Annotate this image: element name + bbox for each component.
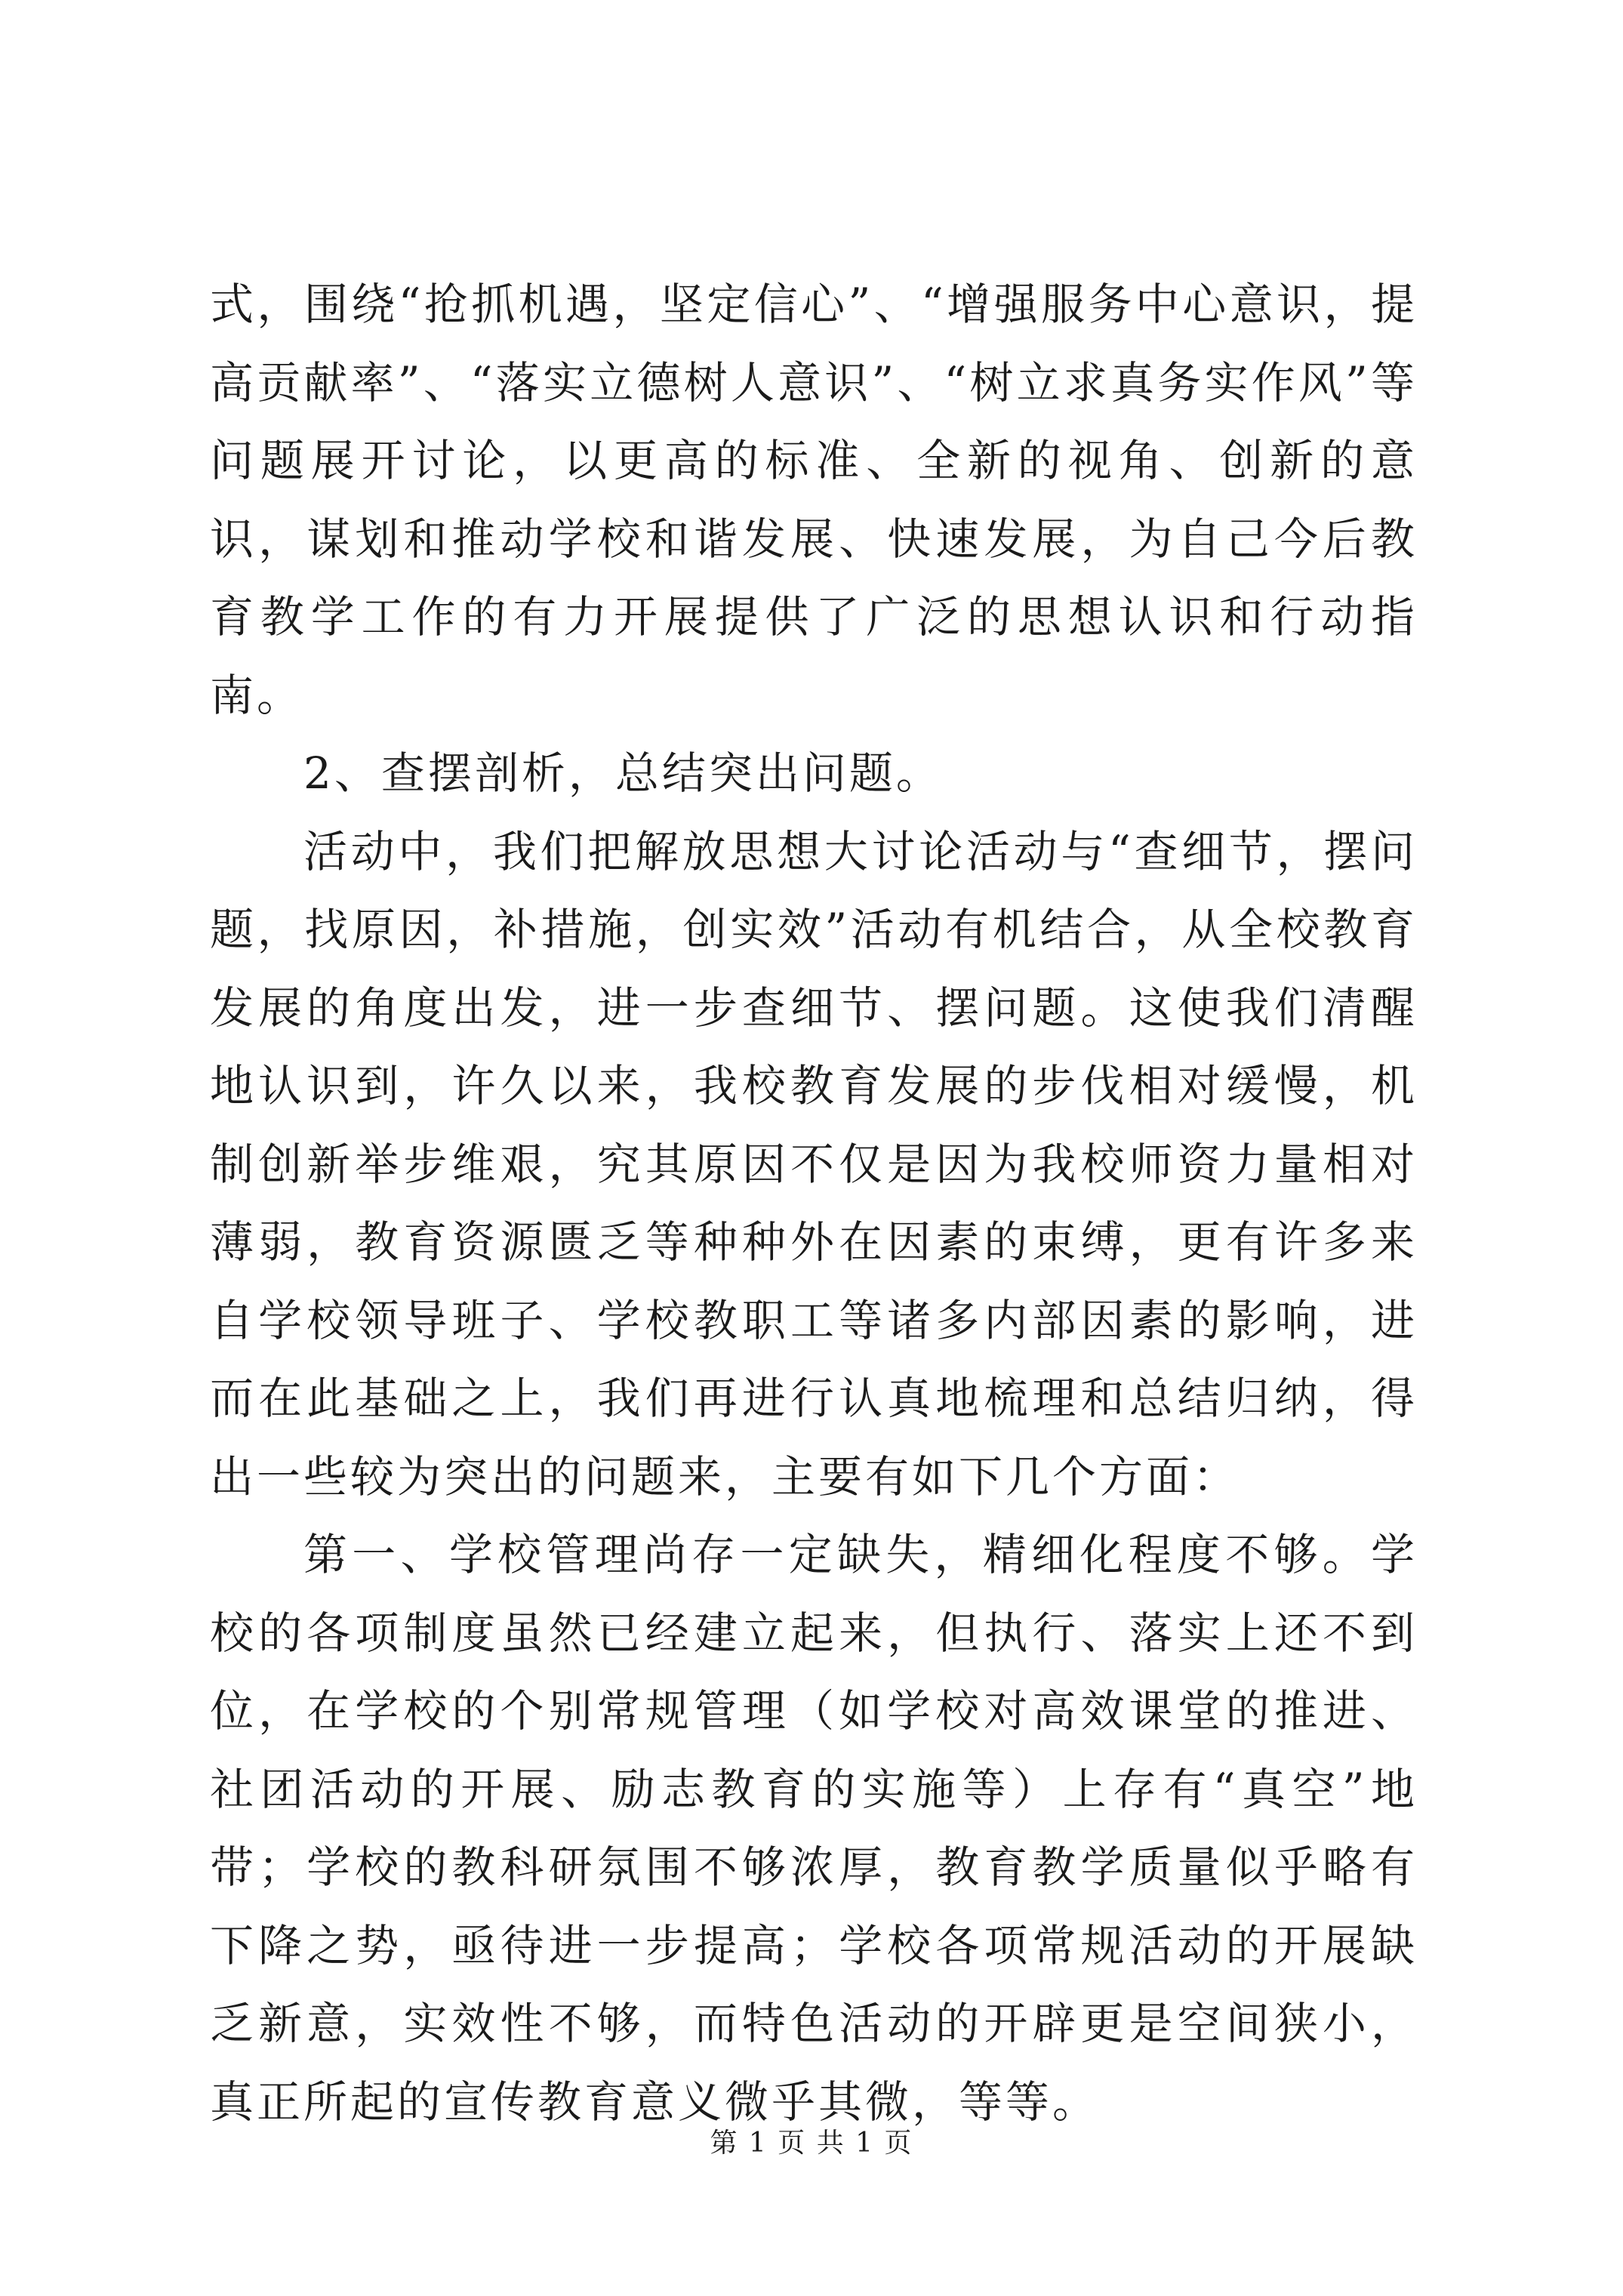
document-body xyxy=(210,266,1418,2141)
paragraph-continuation: 式，围绕“抢抓机遇，坚定信心”、“增强服务中心意识，提高贡献率”、“落实立德树人意识”、“树立求真务实作风”等问题展开讨论，以更高的标准、全新的视角、创新的意识，谋划和推动学校和谐发展、快速发展，为自己今后教育教学工作的有力开展提供了广泛的思想认识和行动指南。 xyxy=(210,279,1418,721)
paragraph-first-issue: 第一、学校管理尚存一定缺失，精细化程度不够。学校的各项制度虽然已经建立起来，但执行、落实上还不到位，在学校的个别常规管理（如学校对高效课堂的推进、社团活动的开展、励志教育的实施等）上存有“真空”地带；学校的教科研氛围不够浓厚，教育教学质量似乎略有下降之势，亟待进一步提高；学校各项常规活动的开展缺乏新意，实效性不够，而特色活动的开辟更是空间狭小，真正所起的宣传教育意义微乎其微，等等。 xyxy=(210,1529,1418,2128)
paragraph-section-heading: 2、查摆剖析，总结突出问题。 xyxy=(303,747,943,799)
page-footer: 第 1 页 共 1 页 xyxy=(710,2128,913,2159)
paragraph-activity-analysis: 活动中，我们把解放思想大讨论活动与“查细节，摆问题，找原因，补措施，创实效”活动有机结合，从全校教育发展的角度出发，进一步查细节、摆问题。这使我们清醒地认识到，许久以来，我校教育发展的步伐相对缓慢，机制创新举步维艰，究其原因不仅是因为我校师资力量相对薄弱，教育资源匮乏等种种外在因素的束缚，更有许多来自学校领导班子、学校教职工等诸多内部因素的影响，进而在此基础之上，我们再进行认真地梳理和总结归纳，得出一些较为突出的问题来，主要有如下几个方面： xyxy=(210,825,1418,1502)
